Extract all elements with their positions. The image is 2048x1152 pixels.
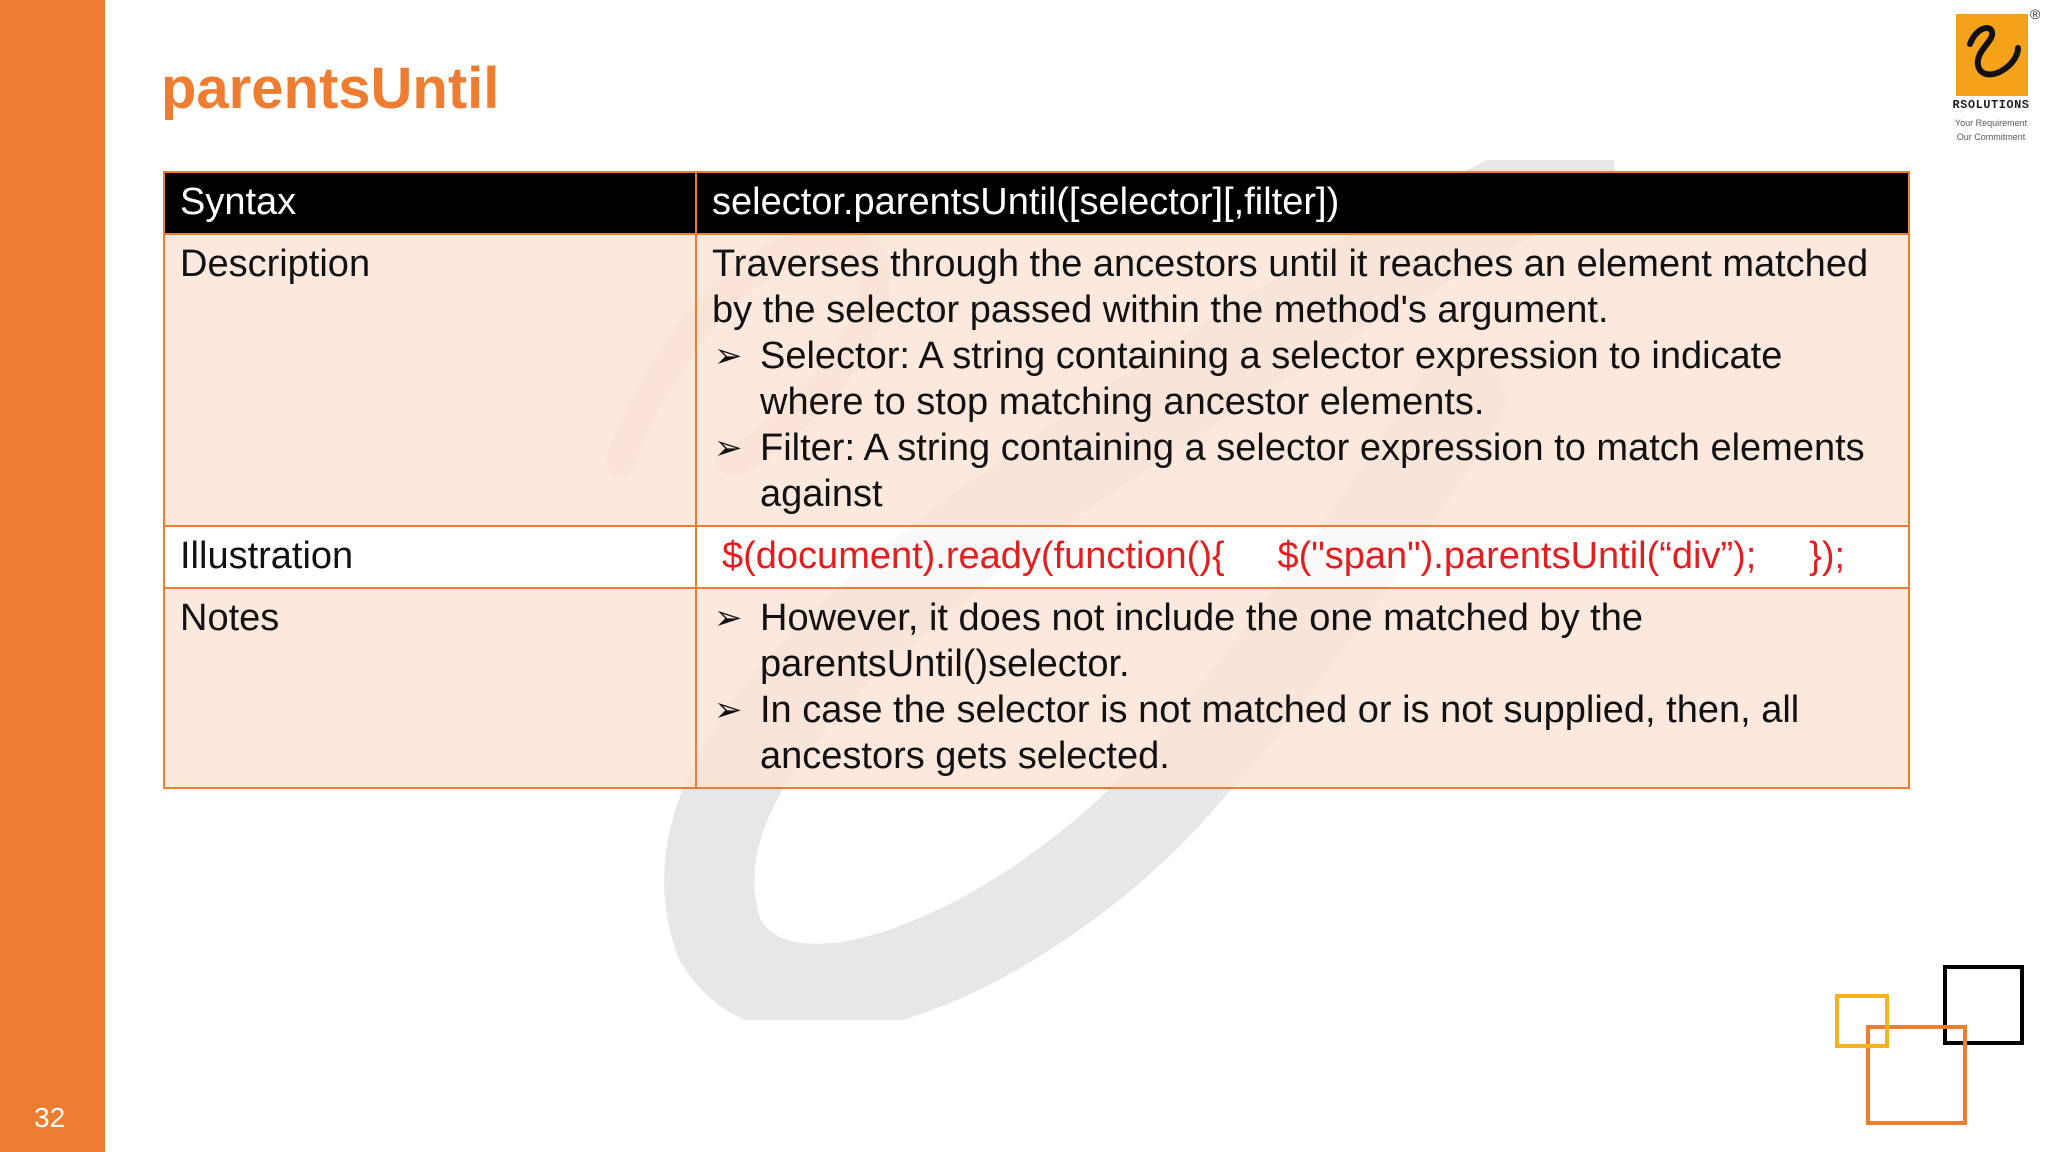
slide-title: parentsUntil	[161, 56, 500, 121]
description-bullet-list	[712, 333, 1893, 517]
arrow-bullet-icon: ➢	[714, 337, 743, 375]
list-item	[712, 687, 1893, 779]
orange-sidebar	[0, 0, 105, 1152]
description-bullet-selector: Selector: A string containing a selector expression to indicate where to stop matching ancestor elements.	[760, 335, 1783, 423]
arrow-bullet-icon: ➢	[714, 429, 743, 467]
logo-tagline-line-2: Our Commitment	[1956, 132, 2026, 142]
registered-mark: ®	[2030, 6, 2041, 22]
arrow-bullet-icon: ➢	[714, 599, 743, 637]
arrow-bullet-icon: ➢	[714, 691, 743, 729]
list-item	[712, 333, 1893, 425]
illustration-code: $(document).ready(function(){ $("span").parentsUntil(“div”); });	[722, 535, 1846, 577]
illustration-cell	[696, 526, 1909, 588]
notes-bullet-1: However, it does not include the one matched by the parentsUntil()selector.	[760, 597, 1643, 685]
logo-tagline	[1950, 116, 2032, 144]
notes-cell	[696, 588, 1909, 788]
description-cell	[696, 234, 1909, 526]
description-row	[164, 234, 1909, 526]
notes-bullet-2: In case the selector is not matched or is not supplied, then, all ancestors gets selected.	[760, 689, 1800, 777]
logo-tagline-line-1: Your Requirement	[1954, 118, 2028, 128]
page-number: 32	[34, 1102, 66, 1133]
list-item	[712, 425, 1893, 517]
description-text: Traverses through the ancestors until it reaches an element matched by the selector passed within the method's argument.	[712, 243, 1869, 331]
syntax-row	[164, 172, 1909, 234]
notes-label: Notes	[164, 588, 696, 788]
description-bullet-filter: Filter: A string containing a selector expression to match elements against	[760, 427, 1865, 515]
notes-row	[164, 588, 1909, 788]
list-item	[712, 595, 1893, 687]
notes-bullet-list	[712, 595, 1893, 779]
syntax-value: selector.parentsUntil([selector][,filter])	[696, 172, 1909, 234]
illustration-label: Illustration	[164, 526, 696, 588]
r-logo-icon	[1956, 14, 2028, 96]
decorative-square-yellow	[1835, 994, 1889, 1048]
syntax-label: Syntax	[164, 172, 696, 234]
company-logo	[1950, 6, 2046, 152]
method-info-table	[163, 171, 1910, 789]
description-label: Description	[164, 234, 696, 526]
illustration-row	[164, 526, 1909, 588]
logo-wordmark: RSOLUTIONS	[1952, 98, 2030, 112]
